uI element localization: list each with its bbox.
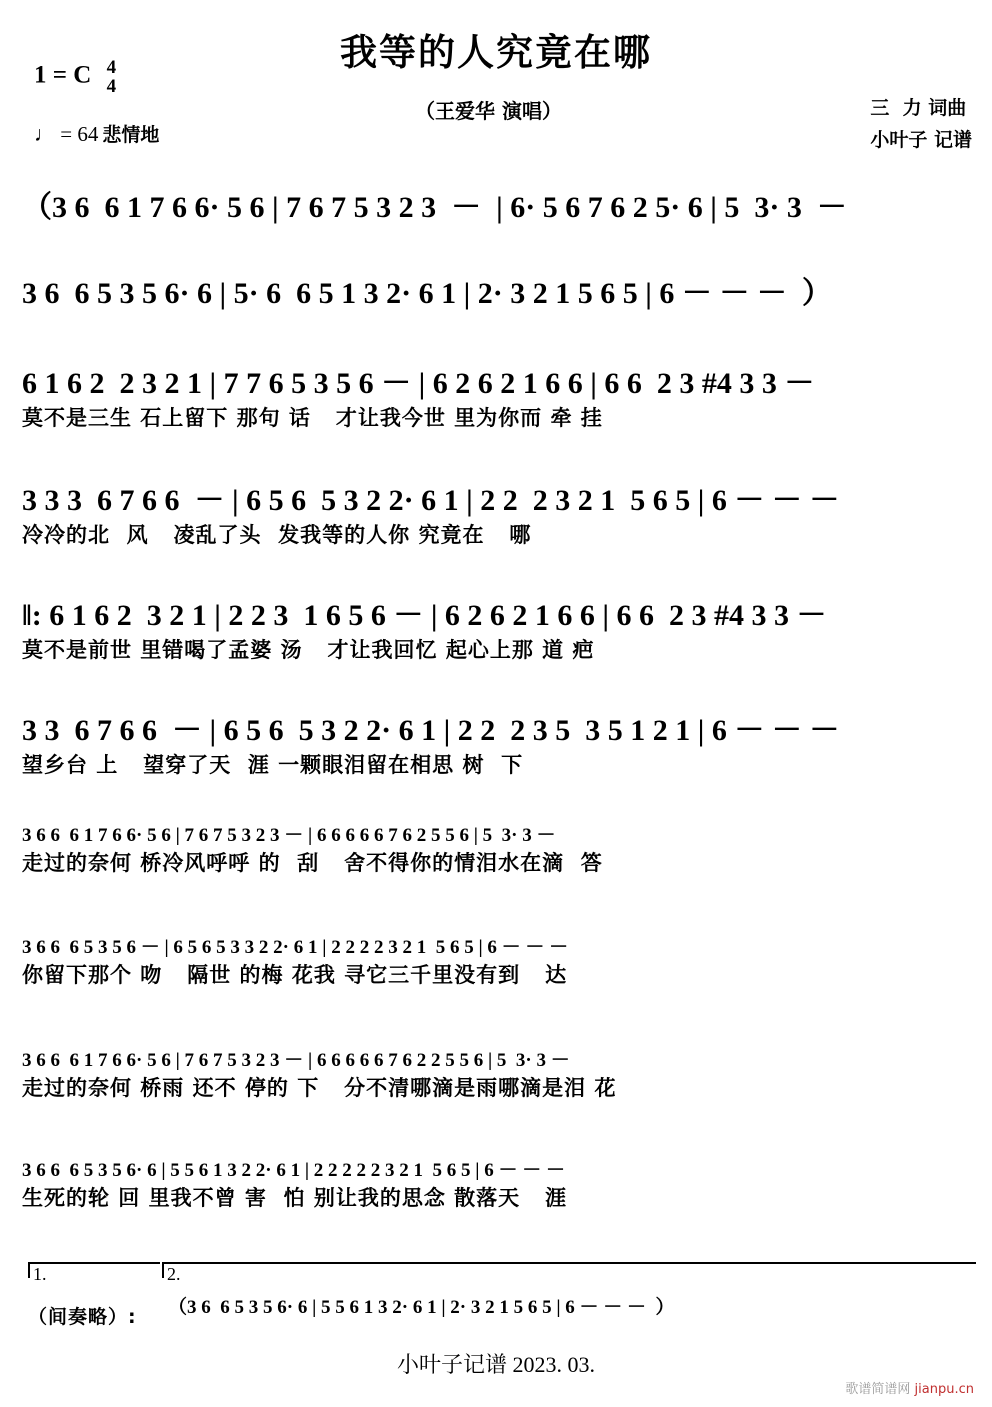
staff-row-verse3-b [0,932,992,989]
staff-row-coda [0,1292,992,1328]
tempo-value: ♩ = 64 [34,122,99,146]
staff-row-verse1-b [0,475,992,549]
footer-note: 小叶子记谱 2023. 03. [396,1352,595,1377]
lyrics-line: 望乡台 上 望穿了天 涯 一颗眼泪留在相思 树 下 [22,753,524,777]
staff-row-verse4-b [0,1155,992,1212]
notation-line: 3 3 3 6 7 6 6 － | 6 5 6 5 3 2 2· 6 1 | 2 2 2 3 2 1 5 6 5 | 6 － － － [22,484,840,517]
notation-line: 3 3 6 7 6 6 － | 6 5 6 5 3 2 2· 6 1 | 2 2 2 3 5 3 5 1 2 1 | 6 － － － [22,714,840,747]
staff-row-verse1-a [0,358,992,432]
lyrics-line: 生死的轮 回 里我不曾 害 怕 别让我的思念 散落天 涯 [22,1186,568,1210]
time-signature-numerator: 4 [106,57,117,78]
notation-line: （3 6 6 5 3 5 6· 6 | 5 5 6 1 3 2· 6 1 | 2· 3 2 1 5 6 5 | 6 － － － ） [168,1297,675,1318]
page-title: 我等的人究竟在哪 [340,31,652,74]
time-signature-denominator: 4 [106,76,117,97]
singer-credit: （王爱华 演唱） [415,99,562,123]
second-ending-bracket [162,1262,976,1278]
staff-row-intro-1 [0,182,992,226]
first-ending-bracket [28,1262,160,1278]
time-signature [107,58,117,96]
tempo-marking [34,120,159,147]
interlude-label: （间奏略）: [28,1306,137,1328]
notation-line: 3 6 6 6 5 3 5 6· 6 | 5 5 6 1 3 2 2· 6 1 | 2 2 2 2 2 3 2 1 5 6 5 | 6 － － － [22,1160,565,1181]
notation-line: 3 6 6 6 5 3 5 6 － | 6 5 6 5 3 3 2 2· 6 1 | 2 2 2 2 3 2 1 5 6 5 | 6 － － － [22,937,569,958]
watermark-site: jianpu.cn [914,1382,974,1397]
notation-line: 3 6 6 6 1 7 6 6· 5 6 | 7 6 7 5 3 2 3 － | 6 6 6 6 6 7 6 2 2 5 5 6 | 5 3· 3 － [22,1050,570,1071]
second-ending-label: 2. [167,1264,181,1284]
lyrics-line: 你留下那个 吻 隔世 的梅 花我 寻它三千里没有到 达 [22,963,568,987]
notation-line: ‖: 6 1 6 2 3 2 1 | 2 2 3 1 6 5 6 － | 6 2 6 2 1 6 6 | 6 6 2 3 #4 3 3 － [22,599,827,632]
staff-row-verse4-a [0,1045,992,1102]
lyrics-line: 走过的奈何 桥雨 还不 停的 下 分不清哪滴是雨哪滴是泪 花 [22,1076,617,1100]
notation-line: 6 1 6 2 2 3 2 1 | 7 7 6 5 3 5 6 － | 6 2 6 2 1 6 6 | 6 6 2 3 #4 3 3 － [22,367,815,400]
notation-line: 3 6 6 5 3 5 6· 6 | 5· 6 6 5 1 3 2· 6 1 | 2· 3 2 1 5 6 5 | 6 － － － ） [22,277,832,310]
lyrics-line: 冷冷的北 风 凌乱了头 发我等的人你 究竟在 哪 [22,523,532,547]
key-signature [34,58,116,96]
credits [870,92,972,157]
lyrics-line: 走过的奈何 桥冷风呼呼 的 刮 舍不得你的情泪水在滴 答 [22,851,603,875]
mood-marking: 悲情地 [102,124,160,146]
watermark [845,1378,974,1397]
notation-line: 3 6 6 6 1 7 6 6· 5 6 | 7 6 7 5 3 2 3 － | 6 6 6 6 6 7 6 2 5 5 6 | 5 3· 3 － [22,825,556,846]
staff-row-intro-2 [0,268,992,312]
staff-row-verse2-b [0,705,992,779]
notation-line: （3 6 6 1 7 6 6· 5 6 | 7 6 7 5 3 2 3 － | 6· 5 6 7 6 2 5· 6 | 5 3· 3 － [22,191,847,224]
credit-lyrics: 三 力 词曲 [870,97,967,119]
key-label: 1 = C [34,61,92,89]
first-ending-label: 1. [33,1264,47,1284]
staff-row-verse3-a [0,820,992,877]
watermark-text: 歌谱简谱网 [845,1382,911,1397]
lyrics-line: 莫不是三生 石上留下 那句 话 才让我今世 里为你而 牵 挂 [22,406,603,430]
lyrics-line: 莫不是前世 里错喝了孟婆 汤 才让我回忆 起心上那 道 疤 [22,638,595,662]
staff-row-verse2-a [0,590,992,664]
credit-notation: 小叶子 记谱 [870,129,972,152]
